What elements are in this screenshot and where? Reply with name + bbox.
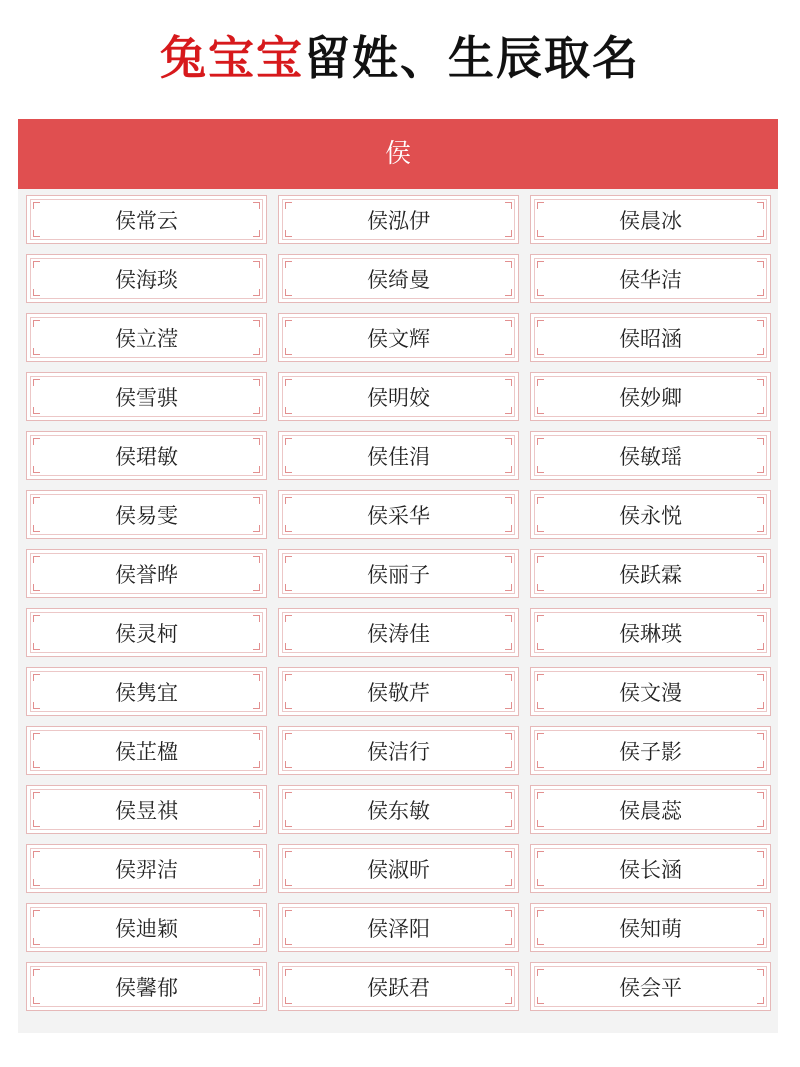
frame-corner-ornament — [285, 584, 292, 591]
name-text: 侯迪颖 — [115, 916, 178, 941]
name-text: 侯华洁 — [619, 267, 682, 292]
frame-corner-ornament — [505, 525, 512, 532]
name-text: 侯琳瑛 — [619, 621, 682, 646]
frame-corner-ornament — [505, 792, 512, 799]
name-card — [530, 372, 771, 421]
frame-corner-ornament — [505, 497, 512, 504]
name-text: 侯丽子 — [367, 562, 430, 587]
frame-corner-ornament — [505, 969, 512, 976]
name-card — [530, 667, 771, 716]
name-card — [530, 490, 771, 539]
frame-corner-ornament — [253, 820, 260, 827]
name-text: 侯长涵 — [619, 857, 682, 882]
frame-corner-ornament — [757, 733, 764, 740]
frame-corner-ornament — [285, 348, 292, 355]
name-text: 侯易雯 — [115, 503, 178, 528]
frame-corner-ornament — [757, 497, 764, 504]
frame-corner-ornament — [505, 938, 512, 945]
name-text: 侯隽宜 — [115, 680, 178, 705]
frame-corner-ornament — [285, 792, 292, 799]
frame-corner-ornament — [33, 792, 40, 799]
frame-corner-ornament — [253, 702, 260, 709]
frame-corner-ornament — [33, 643, 40, 650]
frame-corner-ornament — [537, 879, 544, 886]
frame-corner-ornament — [253, 761, 260, 768]
frame-corner-ornament — [757, 348, 764, 355]
frame-corner-ornament — [505, 674, 512, 681]
frame-corner-ornament — [757, 643, 764, 650]
frame-corner-ornament — [253, 938, 260, 945]
frame-corner-ornament — [253, 438, 260, 445]
name-text: 侯海琰 — [115, 267, 178, 292]
frame-corner-ornament — [253, 497, 260, 504]
frame-corner-ornament — [537, 584, 544, 591]
frame-corner-ornament — [537, 466, 544, 473]
name-card — [278, 726, 519, 775]
frame-corner-ornament — [33, 615, 40, 622]
frame-corner-ornament — [285, 438, 292, 445]
name-text: 侯明姣 — [367, 385, 430, 410]
frame-corner-ornament — [505, 289, 512, 296]
frame-corner-ornament — [33, 289, 40, 296]
frame-corner-ornament — [33, 379, 40, 386]
frame-corner-ornament — [33, 407, 40, 414]
frame-corner-ornament — [537, 997, 544, 1004]
frame-corner-ornament — [33, 230, 40, 237]
frame-corner-ornament — [33, 674, 40, 681]
name-text: 侯泽阳 — [367, 916, 430, 941]
frame-corner-ornament — [285, 820, 292, 827]
frame-corner-ornament — [285, 761, 292, 768]
title-highlight: 兔宝宝 — [160, 31, 304, 85]
name-card — [278, 785, 519, 834]
frame-corner-ornament — [505, 202, 512, 209]
frame-corner-ornament — [253, 851, 260, 858]
frame-corner-ornament — [757, 466, 764, 473]
name-text: 侯文辉 — [367, 326, 430, 351]
frame-corner-ornament — [253, 997, 260, 1004]
name-card — [278, 903, 519, 952]
frame-corner-ornament — [757, 261, 764, 268]
name-card — [278, 372, 519, 421]
name-card — [26, 372, 267, 421]
name-card — [278, 608, 519, 657]
frame-corner-ornament — [253, 379, 260, 386]
frame-corner-ornament — [757, 761, 764, 768]
frame-corner-ornament — [537, 230, 544, 237]
frame-corner-ornament — [285, 910, 292, 917]
name-card — [530, 785, 771, 834]
frame-corner-ornament — [285, 674, 292, 681]
name-text: 侯立滢 — [115, 326, 178, 351]
name-text: 侯羿洁 — [115, 857, 178, 882]
name-text: 侯采华 — [367, 503, 430, 528]
frame-corner-ornament — [757, 230, 764, 237]
surname-header: 侯 — [18, 119, 778, 189]
name-card — [26, 844, 267, 893]
frame-corner-ornament — [285, 615, 292, 622]
names-grid — [26, 195, 772, 1011]
frame-corner-ornament — [505, 702, 512, 709]
name-card — [530, 549, 771, 598]
name-card — [26, 667, 267, 716]
name-card — [530, 844, 771, 893]
name-card — [530, 195, 771, 244]
frame-corner-ornament — [285, 407, 292, 414]
frame-corner-ornament — [757, 792, 764, 799]
frame-corner-ornament — [33, 879, 40, 886]
name-card — [26, 313, 267, 362]
frame-corner-ornament — [757, 289, 764, 296]
name-card — [278, 490, 519, 539]
frame-corner-ornament — [33, 733, 40, 740]
frame-corner-ornament — [285, 466, 292, 473]
frame-corner-ornament — [33, 910, 40, 917]
frame-corner-ornament — [505, 348, 512, 355]
frame-corner-ornament — [33, 761, 40, 768]
frame-corner-ornament — [537, 438, 544, 445]
frame-corner-ornament — [253, 261, 260, 268]
frame-corner-ornament — [33, 997, 40, 1004]
name-card — [530, 962, 771, 1011]
name-text: 侯子影 — [619, 739, 682, 764]
frame-corner-ornament — [757, 674, 764, 681]
name-text: 侯东敏 — [367, 798, 430, 823]
frame-corner-ornament — [285, 879, 292, 886]
frame-corner-ornament — [285, 230, 292, 237]
frame-corner-ornament — [253, 733, 260, 740]
name-text: 侯洁行 — [367, 739, 430, 764]
frame-corner-ornament — [253, 910, 260, 917]
frame-corner-ornament — [757, 820, 764, 827]
frame-corner-ornament — [505, 910, 512, 917]
frame-corner-ornament — [537, 792, 544, 799]
frame-corner-ornament — [33, 584, 40, 591]
frame-corner-ornament — [33, 702, 40, 709]
name-text: 侯淑昕 — [367, 857, 430, 882]
frame-corner-ornament — [285, 320, 292, 327]
frame-corner-ornament — [253, 615, 260, 622]
name-card — [26, 785, 267, 834]
frame-corner-ornament — [505, 466, 512, 473]
frame-corner-ornament — [757, 202, 764, 209]
frame-corner-ornament — [505, 407, 512, 414]
name-card — [26, 254, 267, 303]
name-text: 侯泓伊 — [367, 208, 430, 233]
frame-corner-ornament — [285, 733, 292, 740]
frame-corner-ornament — [285, 969, 292, 976]
frame-corner-ornament — [33, 466, 40, 473]
name-text: 侯佳涓 — [367, 444, 430, 469]
frame-corner-ornament — [285, 289, 292, 296]
frame-corner-ornament — [505, 851, 512, 858]
frame-corner-ornament — [505, 820, 512, 827]
name-text: 侯文漫 — [619, 680, 682, 705]
frame-corner-ornament — [757, 379, 764, 386]
frame-corner-ornament — [757, 910, 764, 917]
frame-corner-ornament — [757, 997, 764, 1004]
frame-corner-ornament — [285, 379, 292, 386]
name-text: 侯会平 — [619, 975, 682, 1000]
name-card — [530, 313, 771, 362]
name-text: 侯珺敏 — [115, 444, 178, 469]
name-text: 侯敏瑶 — [619, 444, 682, 469]
frame-corner-ornament — [285, 997, 292, 1004]
name-card — [278, 254, 519, 303]
frame-corner-ornament — [757, 879, 764, 886]
name-text: 侯跃霖 — [619, 562, 682, 587]
name-text: 侯永悦 — [619, 503, 682, 528]
frame-corner-ornament — [253, 525, 260, 532]
frame-corner-ornament — [285, 851, 292, 858]
frame-corner-ornament — [253, 969, 260, 976]
frame-corner-ornament — [537, 851, 544, 858]
name-text: 侯妙卿 — [619, 385, 682, 410]
frame-corner-ornament — [505, 584, 512, 591]
name-card — [26, 195, 267, 244]
frame-corner-ornament — [253, 289, 260, 296]
frame-corner-ornament — [537, 761, 544, 768]
name-card — [278, 195, 519, 244]
frame-corner-ornament — [285, 525, 292, 532]
name-text: 侯涛佳 — [367, 621, 430, 646]
frame-corner-ornament — [505, 230, 512, 237]
frame-corner-ornament — [285, 643, 292, 650]
name-text: 侯晨蕊 — [619, 798, 682, 823]
frame-corner-ornament — [537, 202, 544, 209]
name-text: 侯敬芹 — [367, 680, 430, 705]
frame-corner-ornament — [537, 556, 544, 563]
frame-corner-ornament — [537, 348, 544, 355]
name-card — [278, 962, 519, 1011]
frame-corner-ornament — [505, 320, 512, 327]
frame-corner-ornament — [537, 702, 544, 709]
frame-corner-ornament — [253, 230, 260, 237]
name-card — [26, 903, 267, 952]
frame-corner-ornament — [33, 348, 40, 355]
frame-corner-ornament — [33, 525, 40, 532]
name-card — [278, 431, 519, 480]
frame-corner-ornament — [757, 615, 764, 622]
name-card — [26, 431, 267, 480]
name-card — [530, 431, 771, 480]
frame-corner-ornament — [537, 289, 544, 296]
name-text: 侯誉晔 — [115, 562, 178, 587]
frame-corner-ornament — [253, 584, 260, 591]
frame-corner-ornament — [757, 438, 764, 445]
frame-corner-ornament — [253, 643, 260, 650]
frame-corner-ornament — [537, 938, 544, 945]
frame-corner-ornament — [33, 820, 40, 827]
name-text: 侯知萌 — [619, 916, 682, 941]
frame-corner-ornament — [253, 407, 260, 414]
name-card — [26, 490, 267, 539]
frame-corner-ornament — [253, 879, 260, 886]
frame-corner-ornament — [253, 556, 260, 563]
frame-corner-ornament — [537, 261, 544, 268]
frame-corner-ornament — [537, 615, 544, 622]
frame-corner-ornament — [505, 643, 512, 650]
frame-corner-ornament — [33, 320, 40, 327]
name-text: 侯灵柯 — [115, 621, 178, 646]
frame-corner-ornament — [505, 379, 512, 386]
name-text: 侯昱祺 — [115, 798, 178, 823]
frame-corner-ornament — [285, 938, 292, 945]
frame-corner-ornament — [505, 556, 512, 563]
name-card — [26, 726, 267, 775]
frame-corner-ornament — [505, 733, 512, 740]
frame-corner-ornament — [33, 202, 40, 209]
frame-corner-ornament — [285, 497, 292, 504]
frame-corner-ornament — [253, 674, 260, 681]
frame-corner-ornament — [537, 733, 544, 740]
name-text: 侯馨郁 — [115, 975, 178, 1000]
name-card — [278, 667, 519, 716]
frame-corner-ornament — [537, 525, 544, 532]
frame-corner-ornament — [757, 525, 764, 532]
name-text: 侯昭涵 — [619, 326, 682, 351]
frame-corner-ornament — [505, 438, 512, 445]
frame-corner-ornament — [757, 584, 764, 591]
frame-corner-ornament — [757, 938, 764, 945]
frame-corner-ornament — [757, 320, 764, 327]
frame-corner-ornament — [537, 910, 544, 917]
frame-corner-ornament — [33, 261, 40, 268]
name-card — [530, 903, 771, 952]
frame-corner-ornament — [33, 938, 40, 945]
frame-corner-ornament — [285, 261, 292, 268]
frame-corner-ornament — [505, 261, 512, 268]
name-card — [26, 549, 267, 598]
page-title — [0, 28, 800, 88]
names-panel — [18, 119, 778, 1033]
frame-corner-ornament — [253, 202, 260, 209]
frame-corner-ornament — [285, 556, 292, 563]
name-text: 侯跃君 — [367, 975, 430, 1000]
frame-corner-ornament — [33, 497, 40, 504]
frame-corner-ornament — [537, 969, 544, 976]
frame-corner-ornament — [757, 702, 764, 709]
frame-corner-ornament — [33, 969, 40, 976]
name-card — [278, 844, 519, 893]
name-text: 侯绮曼 — [367, 267, 430, 292]
name-text: 侯雪骐 — [115, 385, 178, 410]
frame-corner-ornament — [33, 438, 40, 445]
frame-corner-ornament — [253, 348, 260, 355]
name-card — [26, 962, 267, 1011]
frame-corner-ornament — [757, 851, 764, 858]
name-card — [530, 254, 771, 303]
frame-corner-ornament — [253, 320, 260, 327]
frame-corner-ornament — [537, 497, 544, 504]
frame-corner-ornament — [285, 202, 292, 209]
frame-corner-ornament — [253, 466, 260, 473]
name-card — [278, 313, 519, 362]
name-text: 侯芷楹 — [115, 739, 178, 764]
frame-corner-ornament — [757, 556, 764, 563]
frame-corner-ornament — [505, 761, 512, 768]
frame-corner-ornament — [757, 407, 764, 414]
name-card — [530, 608, 771, 657]
frame-corner-ornament — [537, 379, 544, 386]
frame-corner-ornament — [537, 643, 544, 650]
frame-corner-ornament — [537, 407, 544, 414]
name-card — [26, 608, 267, 657]
frame-corner-ornament — [505, 997, 512, 1004]
frame-corner-ornament — [537, 820, 544, 827]
frame-corner-ornament — [285, 702, 292, 709]
frame-corner-ornament — [33, 851, 40, 858]
frame-corner-ornament — [537, 674, 544, 681]
frame-corner-ornament — [253, 792, 260, 799]
frame-corner-ornament — [505, 879, 512, 886]
frame-corner-ornament — [537, 320, 544, 327]
frame-corner-ornament — [505, 615, 512, 622]
name-card — [278, 549, 519, 598]
title-rest: 留姓、生辰取名 — [304, 31, 640, 85]
frame-corner-ornament — [757, 969, 764, 976]
frame-corner-ornament — [33, 556, 40, 563]
name-text: 侯晨冰 — [619, 208, 682, 233]
name-card — [530, 726, 771, 775]
name-text: 侯常云 — [115, 208, 178, 233]
